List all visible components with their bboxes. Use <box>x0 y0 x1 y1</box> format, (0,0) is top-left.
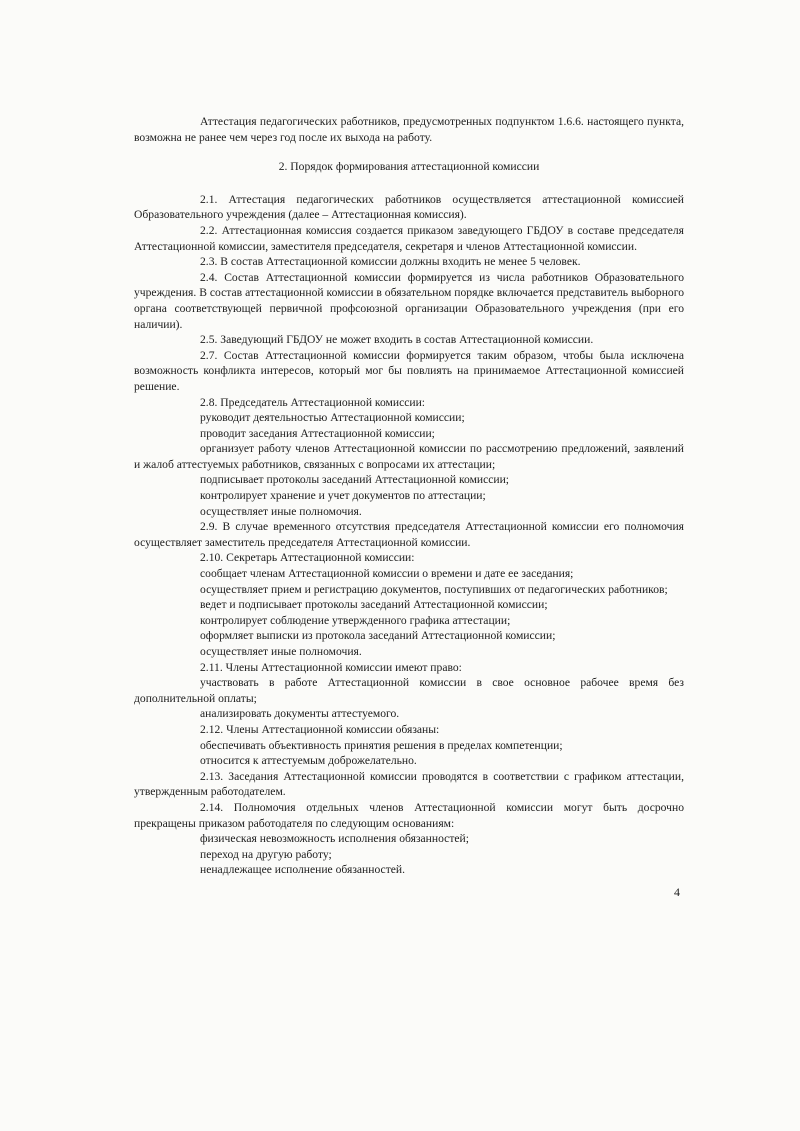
list-item: осуществляет иные полномочия. <box>200 504 362 518</box>
list-item: сообщает членам Аттестационной комиссии о времени и дате ее заседания; <box>200 567 574 581</box>
list-item: ненадлежащее исполнение обязанностей. <box>200 863 406 877</box>
paragraph-2-7: 2.7. Состав Аттестационной комиссии формируется таким образом, чтобы была исключена возможность конфликта интересов, который мог бы повлиять на принимаемое Аттестационной комиссией решение. <box>134 348 684 393</box>
document-body <box>134 114 684 878</box>
list-item: проводит заседания Аттестационной комиссии; <box>200 426 435 440</box>
paragraph-2-2: 2.2. Аттестационная комиссия создается приказом заведующего ГБДОУ в составе председателя Аттестационной комиссии, заместителя председателя, секретаря и членов Аттестационной комиссии. <box>134 223 684 253</box>
list-item: анализировать документы аттестуемого. <box>200 707 400 721</box>
paragraph-2-14: 2.14. Полномочия отдельных членов Аттестационной комиссии могут быть досрочно прекращены приказом работодателя по следующим основаниям: <box>134 800 684 830</box>
list-item: осуществляет иные полномочия. <box>200 645 362 658</box>
intro-paragraph: Аттестация педагогических работников, предусмотренных подпунктом 1.6.6. настоящего пункта, возможна не ранее чем через год после их выхода на работу. <box>134 115 684 144</box>
paragraph-2-8: 2.8. Председатель Аттестационной комиссии: <box>200 395 426 409</box>
paragraph-2-11: 2.11. Члены Аттестационной комиссии имеют право: <box>200 660 462 674</box>
list-item: участвовать в работе Аттестационной комиссии в свое основное рабочее время без дополнительной оплаты; <box>134 676 684 705</box>
list-item: контролирует хранение и учет документов по аттестации; <box>200 489 486 503</box>
paragraph-2-9: 2.9. В случае временного отсутствия председателя Аттестационной комиссии его полномочия осуществляет заместитель председателя Аттестационной комиссии. <box>134 520 684 549</box>
list-item: обеспечивать объективность принятия решения в пределах компетенции; <box>200 738 563 752</box>
section-title: 2. Порядок формирования аттестационной комиссии <box>278 160 540 174</box>
list-item: организует работу членов Аттестационной комиссии по рассмотрению предложений, заявлений и жалоб аттестуемых работников, связанных с вопросами их аттестации; <box>134 442 684 471</box>
paragraph-2-5: 2.5. Заведующий ГБДОУ не может входить в состав Аттестационной комиссии. <box>200 333 594 347</box>
list-item: переход на другую работу; <box>200 847 332 861</box>
paragraph-2-12: 2.12. Члены Аттестационной комиссии обязаны: <box>200 722 440 736</box>
list-item: ведет и подписывает протоколы заседаний Аттестационной комиссии; <box>200 598 548 612</box>
list-item: физическая невозможность исполнения обязанностей; <box>200 832 469 846</box>
list-item: оформляет выписки из протокола заседаний Аттестационной комиссии; <box>200 629 556 643</box>
list-item: контролирует соблюдение утвержденного графика аттестации; <box>200 613 511 627</box>
paragraph-2-13: 2.13. Заседания Аттестационной комиссии проводятся в соответствии с графиком аттестации, утвержденным работодателем. <box>134 769 684 799</box>
list-item: относится к аттестуемым доброжелательно. <box>200 754 417 768</box>
list-item: руководит деятельностью Аттестационной комиссии; <box>200 411 465 425</box>
list-item: подписывает протоколы заседаний Аттестационной комиссии; <box>200 473 510 487</box>
page-number: 4 <box>674 885 680 899</box>
list-item: осуществляет прием и регистрацию документов, поступивших от педагогических работников; <box>200 582 668 596</box>
paragraph-2-1: 2.1. Аттестация педагогических работников осуществляется аттестационной комиссией Образовательного учреждения (далее – Аттестационная комиссия). <box>134 192 684 222</box>
paragraph-2-10: 2.10. Секретарь Аттестационной комиссии: <box>200 551 415 565</box>
paragraph-2-4: 2.4. Состав Аттестационной комиссии формируется из числа работников Образовательного учреждения. В состав аттестационной комиссии в обязательном порядке включается представитель выборного органа соответствующей первичной профсоюзной организации Образовательного учреждения (при его наличии). <box>134 270 684 331</box>
paragraph-2-3: 2.3. В состав Аттестационной комиссии должны входить не менее 5 человек. <box>200 255 581 269</box>
